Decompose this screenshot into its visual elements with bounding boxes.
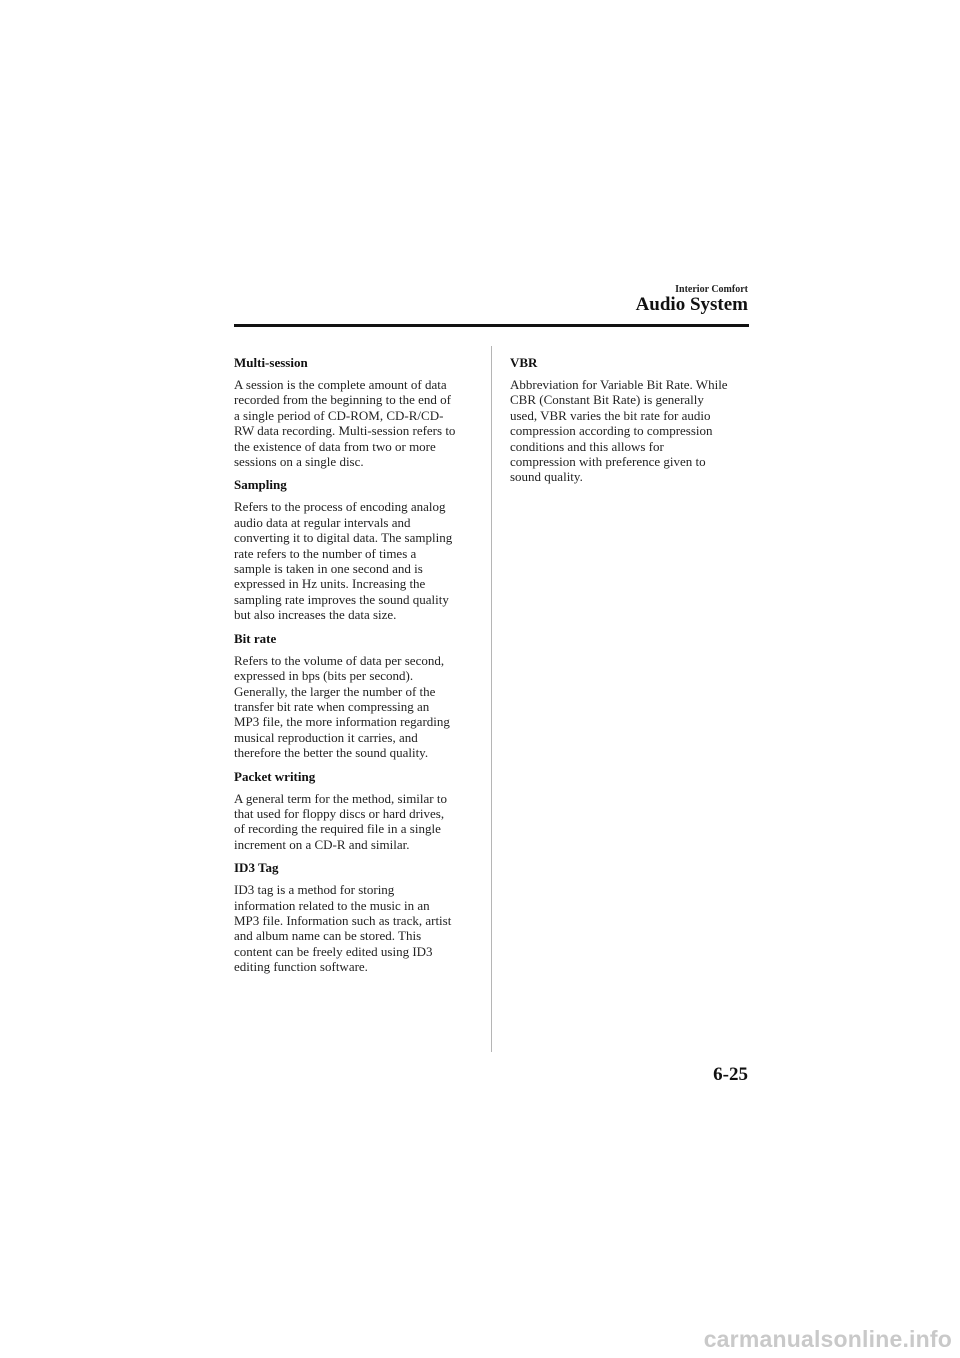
term-definition: Abbreviation for Variable Bit Rate. While CBR (Constant Bit Rate) is generally used, VBR varies the bit rate for audio compression according to compression conditions and this allows for compression with preference given to sound quality.	[510, 377, 728, 485]
glossary-entry	[234, 477, 479, 622]
page-number: 6-25	[713, 1064, 748, 1085]
page-title: Audio System	[635, 294, 748, 315]
term-definition: A session is the complete amount of data recorded from the beginning to the end of a single period of CD-ROM, CD-R/CD- RW data recording. Multi-session refers to the existence of data from two or more sessions on a single disc.	[234, 377, 456, 470]
term-heading: Packet writing	[234, 768, 316, 784]
term-heading: Bit rate	[234, 630, 277, 646]
term-definition: Refers to the process of encoding analog audio data at regular intervals and converting it to digital data. The sampling rate refers to the number of times a sample is taken in one second and is expressed in Hz units. Increasing the sampling rate improves the sound quality but also increases the data size.	[234, 499, 453, 623]
term-definition: Refers to the volume of data per second, expressed in bps (bits per second). Generally, the larger the number of the transfer bit rate when compressing an MP3 file, the more information regarding musical reproduction it carries, and therefore the better the sound quality.	[234, 652, 450, 761]
term-definition: A general term for the method, similar to that used for floppy discs or hard drives, of recording the required file in a single increment on a CD-R and similar.	[234, 790, 447, 852]
header-rule	[234, 324, 749, 327]
glossary-entry	[234, 631, 479, 761]
right-column	[510, 355, 755, 493]
glossary-entry	[510, 355, 755, 485]
term-heading: Multi-session	[234, 355, 308, 370]
watermark: carmanualsonline.info	[703, 1326, 952, 1352]
glossary-entry	[234, 769, 479, 853]
left-column	[234, 355, 479, 983]
term-heading: VBR	[510, 355, 538, 370]
term-heading: Sampling	[234, 477, 287, 493]
section-label: Interior Comfort	[675, 284, 748, 295]
glossary-entry	[234, 860, 479, 974]
column-divider	[491, 346, 492, 1052]
term-heading: ID3 Tag	[234, 860, 279, 876]
term-definition: ID3 tag is a method for storing information related to the music in an MP3 file. Information such as track, artist and album name can be stored. This content can be freely edited using ID3 editing function software.	[234, 882, 452, 975]
glossary-entry	[234, 355, 479, 469]
